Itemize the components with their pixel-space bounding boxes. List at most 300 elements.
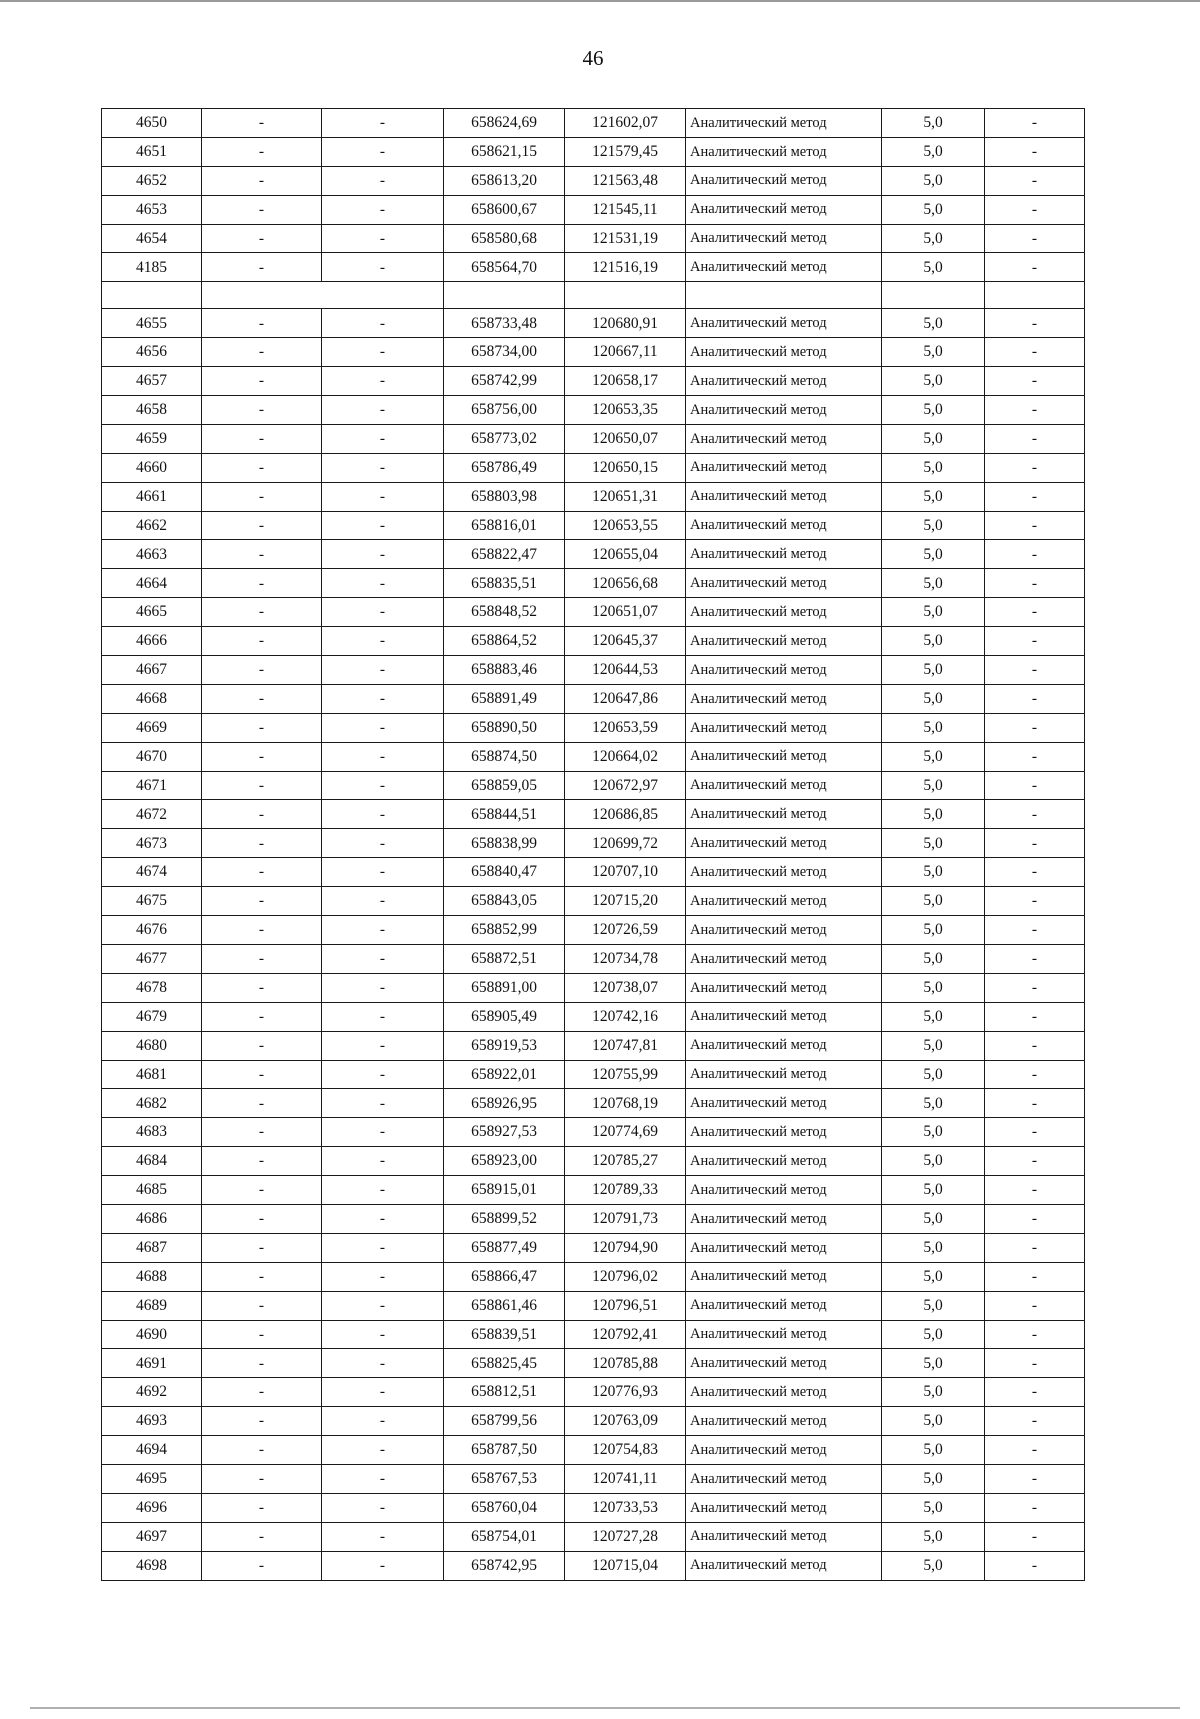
table-row bbox=[102, 1464, 1085, 1493]
cell-c3: - bbox=[322, 1320, 444, 1349]
cell-c2: - bbox=[202, 1262, 322, 1291]
cell-c2: - bbox=[202, 1522, 322, 1551]
cell-accuracy: 5,0 bbox=[882, 1378, 985, 1407]
table-row bbox=[102, 224, 1085, 253]
cell-accuracy: 5,0 bbox=[882, 973, 985, 1002]
cell-c3: - bbox=[322, 800, 444, 829]
cell-c3: - bbox=[322, 742, 444, 771]
cell-point: 4684 bbox=[102, 1147, 202, 1176]
cell-c8: - bbox=[985, 482, 1085, 511]
cell-x: 658926,95 bbox=[444, 1089, 565, 1118]
cell-method: Аналитический метод bbox=[686, 540, 882, 569]
cell-c3: - bbox=[322, 1493, 444, 1522]
cell-c8: - bbox=[985, 1464, 1085, 1493]
cell-y: 120791,73 bbox=[565, 1204, 686, 1233]
table-row bbox=[102, 424, 1085, 453]
cell-c3: - bbox=[322, 1204, 444, 1233]
cell-point: 4654 bbox=[102, 224, 202, 253]
cell-c3: - bbox=[322, 713, 444, 742]
cell-c3: - bbox=[322, 829, 444, 858]
cell-c3: - bbox=[322, 1262, 444, 1291]
table-body bbox=[102, 109, 1085, 1581]
cell-method: Аналитический метод bbox=[686, 137, 882, 166]
cell-c8: - bbox=[985, 1147, 1085, 1176]
table-row bbox=[102, 800, 1085, 829]
cell-method: Аналитический метод bbox=[686, 253, 882, 282]
cell-x: 658822,47 bbox=[444, 540, 565, 569]
cell-method: Аналитический метод bbox=[686, 309, 882, 338]
cell-point: 4679 bbox=[102, 1002, 202, 1031]
cell-c2: - bbox=[202, 511, 322, 540]
cell-c8: - bbox=[985, 1262, 1085, 1291]
table-row bbox=[102, 569, 1085, 598]
cell-y: 120776,93 bbox=[565, 1378, 686, 1407]
cell-c2: - bbox=[202, 309, 322, 338]
cell-point: 4678 bbox=[102, 973, 202, 1002]
cell-c3: - bbox=[322, 224, 444, 253]
cell-y: 120650,07 bbox=[565, 424, 686, 453]
cell-y: 120794,90 bbox=[565, 1233, 686, 1262]
table-row bbox=[102, 137, 1085, 166]
cell-c8: - bbox=[985, 195, 1085, 224]
table-row bbox=[102, 1407, 1085, 1436]
cell-c2: - bbox=[202, 540, 322, 569]
cell-accuracy: 5,0 bbox=[882, 367, 985, 396]
cell-y: 120785,88 bbox=[565, 1349, 686, 1378]
scan-edge-bottom bbox=[30, 1707, 1180, 1709]
table-row bbox=[102, 1493, 1085, 1522]
cell-point: 4690 bbox=[102, 1320, 202, 1349]
cell-point: 4657 bbox=[102, 367, 202, 396]
cell-x: 658883,46 bbox=[444, 656, 565, 685]
cell-y: 121516,19 bbox=[565, 253, 686, 282]
cell-c3: - bbox=[322, 109, 444, 138]
cell-accuracy: 5,0 bbox=[882, 858, 985, 887]
cell-y: 120727,28 bbox=[565, 1522, 686, 1551]
cell-c2: - bbox=[202, 195, 322, 224]
cell-method: Аналитический метод bbox=[686, 829, 882, 858]
cell-c2: - bbox=[202, 887, 322, 916]
cell-point: 4695 bbox=[102, 1464, 202, 1493]
cell-accuracy: 5,0 bbox=[882, 713, 985, 742]
cell-c2: - bbox=[202, 1493, 322, 1522]
cell-method: Аналитический метод bbox=[686, 1089, 882, 1118]
cell-y: 120672,97 bbox=[565, 771, 686, 800]
cell-point: 4697 bbox=[102, 1522, 202, 1551]
cell-c8: - bbox=[985, 1002, 1085, 1031]
cell-c3: - bbox=[322, 887, 444, 916]
cell-c2: - bbox=[202, 1176, 322, 1205]
cell-y: 120707,10 bbox=[565, 858, 686, 887]
cell-c2: - bbox=[202, 253, 322, 282]
cell-x: 658756,00 bbox=[444, 396, 565, 425]
cell-c3: - bbox=[322, 569, 444, 598]
cell-accuracy: 5,0 bbox=[882, 1464, 985, 1493]
cell-y: 121579,45 bbox=[565, 137, 686, 166]
cell-x: 658600,67 bbox=[444, 195, 565, 224]
cell-x: 658580,68 bbox=[444, 224, 565, 253]
cell-y: 120664,02 bbox=[565, 742, 686, 771]
cell-c3: - bbox=[322, 166, 444, 195]
cell-x: 658891,00 bbox=[444, 973, 565, 1002]
cell-y: 120699,72 bbox=[565, 829, 686, 858]
cell-c2: - bbox=[202, 684, 322, 713]
cell-c8: - bbox=[985, 109, 1085, 138]
cell-method: Аналитический метод bbox=[686, 453, 882, 482]
cell-y: 120733,53 bbox=[565, 1493, 686, 1522]
cell-point: 4665 bbox=[102, 598, 202, 627]
cell-x: 658890,50 bbox=[444, 713, 565, 742]
cell-c2: - bbox=[202, 858, 322, 887]
cell-c8: - bbox=[985, 396, 1085, 425]
table-row bbox=[102, 1262, 1085, 1291]
cell-c8: - bbox=[985, 973, 1085, 1002]
table-row-separator bbox=[102, 282, 1085, 309]
cell-y: 120680,91 bbox=[565, 309, 686, 338]
cell-y: 121563,48 bbox=[565, 166, 686, 195]
table-row bbox=[102, 1349, 1085, 1378]
cell-method: Аналитический метод bbox=[686, 944, 882, 973]
cell-c8: - bbox=[985, 569, 1085, 598]
cell-y: 120653,35 bbox=[565, 396, 686, 425]
cell-c3: - bbox=[322, 1089, 444, 1118]
cell-c3 bbox=[322, 282, 444, 309]
cell-method: Аналитический метод bbox=[686, 511, 882, 540]
cell-x bbox=[444, 282, 565, 309]
cell-accuracy: 5,0 bbox=[882, 1320, 985, 1349]
cell-c8: - bbox=[985, 1436, 1085, 1465]
cell-y: 120653,59 bbox=[565, 713, 686, 742]
cell-c3: - bbox=[322, 338, 444, 367]
cell-method: Аналитический метод bbox=[686, 569, 882, 598]
cell-point: 4698 bbox=[102, 1551, 202, 1580]
cell-x: 658787,50 bbox=[444, 1436, 565, 1465]
cell-y: 120656,68 bbox=[565, 569, 686, 598]
cell-method: Аналитический метод bbox=[686, 195, 882, 224]
table-row bbox=[102, 1176, 1085, 1205]
cell-accuracy: 5,0 bbox=[882, 1233, 985, 1262]
cell-c2: - bbox=[202, 627, 322, 656]
table-row bbox=[102, 511, 1085, 540]
cell-c8: - bbox=[985, 887, 1085, 916]
cell-c2 bbox=[202, 282, 322, 309]
cell-point: 4686 bbox=[102, 1204, 202, 1233]
table-row bbox=[102, 684, 1085, 713]
cell-method: Аналитический метод bbox=[686, 1436, 882, 1465]
cell-point: 4683 bbox=[102, 1118, 202, 1147]
cell-point: 4671 bbox=[102, 771, 202, 800]
cell-y: 120747,81 bbox=[565, 1031, 686, 1060]
cell-y bbox=[565, 282, 686, 309]
cell-c8: - bbox=[985, 627, 1085, 656]
cell-c2: - bbox=[202, 1118, 322, 1147]
table-row bbox=[102, 1031, 1085, 1060]
cell-c2: - bbox=[202, 713, 322, 742]
cell-c3: - bbox=[322, 453, 444, 482]
cell-c8: - bbox=[985, 742, 1085, 771]
table-row bbox=[102, 453, 1085, 482]
table-row bbox=[102, 109, 1085, 138]
cell-y: 121545,11 bbox=[565, 195, 686, 224]
cell-method: Аналитический метод bbox=[686, 1262, 882, 1291]
cell-c3: - bbox=[322, 1551, 444, 1580]
cell-c2: - bbox=[202, 771, 322, 800]
cell-c2: - bbox=[202, 1147, 322, 1176]
cell-c8: - bbox=[985, 309, 1085, 338]
cell-x: 658923,00 bbox=[444, 1147, 565, 1176]
cell-c8: - bbox=[985, 166, 1085, 195]
cell-method: Аналитический метод bbox=[686, 1291, 882, 1320]
cell-x: 658864,52 bbox=[444, 627, 565, 656]
cell-point: 4666 bbox=[102, 627, 202, 656]
table-row bbox=[102, 829, 1085, 858]
cell-x: 658848,52 bbox=[444, 598, 565, 627]
cell-accuracy: 5,0 bbox=[882, 1436, 985, 1465]
cell-c2: - bbox=[202, 338, 322, 367]
cell-accuracy: 5,0 bbox=[882, 1031, 985, 1060]
cell-c3: - bbox=[322, 1176, 444, 1205]
cell-accuracy: 5,0 bbox=[882, 1089, 985, 1118]
cell-method: Аналитический метод bbox=[686, 742, 882, 771]
table-row bbox=[102, 771, 1085, 800]
cell-c3: - bbox=[322, 1291, 444, 1320]
cell-c8: - bbox=[985, 367, 1085, 396]
cell-accuracy: 5,0 bbox=[882, 684, 985, 713]
table-row bbox=[102, 887, 1085, 916]
table-row bbox=[102, 396, 1085, 425]
cell-c2: - bbox=[202, 396, 322, 425]
cell-c2: - bbox=[202, 482, 322, 511]
cell-c8: - bbox=[985, 916, 1085, 945]
cell-accuracy: 5,0 bbox=[882, 482, 985, 511]
cell-point: 4688 bbox=[102, 1262, 202, 1291]
cell-method: Аналитический метод bbox=[686, 887, 882, 916]
cell-c2: - bbox=[202, 424, 322, 453]
cell-accuracy: 5,0 bbox=[882, 453, 985, 482]
cell-method: Аналитический метод bbox=[686, 713, 882, 742]
cell-point: 4687 bbox=[102, 1233, 202, 1262]
cell-accuracy: 5,0 bbox=[882, 540, 985, 569]
cell-accuracy: 5,0 bbox=[882, 137, 985, 166]
cell-c8: - bbox=[985, 424, 1085, 453]
cell-point: 4689 bbox=[102, 1291, 202, 1320]
cell-x: 658773,02 bbox=[444, 424, 565, 453]
cell-c2: - bbox=[202, 1060, 322, 1089]
cell-c2: - bbox=[202, 1436, 322, 1465]
cell-point: 4659 bbox=[102, 424, 202, 453]
cell-y: 120647,86 bbox=[565, 684, 686, 713]
table-row bbox=[102, 1147, 1085, 1176]
cell-x: 658840,47 bbox=[444, 858, 565, 887]
cell-accuracy: 5,0 bbox=[882, 800, 985, 829]
cell-c8: - bbox=[985, 453, 1085, 482]
cell-c3: - bbox=[322, 1378, 444, 1407]
cell-point: 4685 bbox=[102, 1176, 202, 1205]
table-row bbox=[102, 1291, 1085, 1320]
cell-c3: - bbox=[322, 396, 444, 425]
cell-y: 120742,16 bbox=[565, 1002, 686, 1031]
cell-accuracy: 5,0 bbox=[882, 1060, 985, 1089]
cell-c8: - bbox=[985, 1493, 1085, 1522]
cell-method: Аналитический метод bbox=[686, 656, 882, 685]
cell-accuracy: 5,0 bbox=[882, 338, 985, 367]
cell-c8: - bbox=[985, 800, 1085, 829]
cell-y: 121602,07 bbox=[565, 109, 686, 138]
cell-accuracy: 5,0 bbox=[882, 109, 985, 138]
table-row bbox=[102, 1002, 1085, 1031]
cell-x: 658613,20 bbox=[444, 166, 565, 195]
cell-c2: - bbox=[202, 1204, 322, 1233]
cell-y: 120650,15 bbox=[565, 453, 686, 482]
cell-accuracy: 5,0 bbox=[882, 166, 985, 195]
cell-method: Аналитический метод bbox=[686, 482, 882, 511]
cell-point: 4668 bbox=[102, 684, 202, 713]
cell-c3: - bbox=[322, 1118, 444, 1147]
table-row bbox=[102, 338, 1085, 367]
cell-c3: - bbox=[322, 253, 444, 282]
cell-point: 4669 bbox=[102, 713, 202, 742]
cell-y: 120792,41 bbox=[565, 1320, 686, 1349]
cell-accuracy: 5,0 bbox=[882, 1522, 985, 1551]
table-row bbox=[102, 1522, 1085, 1551]
cell-c3: - bbox=[322, 511, 444, 540]
cell-method: Аналитический метод bbox=[686, 396, 882, 425]
cell-x: 658812,51 bbox=[444, 1378, 565, 1407]
table-row bbox=[102, 1060, 1085, 1089]
cell-accuracy: 5,0 bbox=[882, 944, 985, 973]
cell-c2: - bbox=[202, 367, 322, 396]
cell-method: Аналитический метод bbox=[686, 1320, 882, 1349]
table-row bbox=[102, 195, 1085, 224]
cell-x: 658733,48 bbox=[444, 309, 565, 338]
cell-accuracy: 5,0 bbox=[882, 309, 985, 338]
cell-point: 4680 bbox=[102, 1031, 202, 1060]
cell-c8 bbox=[985, 282, 1085, 309]
cell-point: 4676 bbox=[102, 916, 202, 945]
cell-c2: - bbox=[202, 1378, 322, 1407]
cell-method: Аналитический метод bbox=[686, 1233, 882, 1262]
cell-accuracy: 5,0 bbox=[882, 916, 985, 945]
page-number: 46 bbox=[582, 46, 604, 70]
cell-accuracy: 5,0 bbox=[882, 1204, 985, 1233]
cell-x: 658927,53 bbox=[444, 1118, 565, 1147]
cell-method: Аналитический метод bbox=[686, 627, 882, 656]
cell-x: 658803,98 bbox=[444, 482, 565, 511]
cell-accuracy: 5,0 bbox=[882, 424, 985, 453]
cell-point: 4650 bbox=[102, 109, 202, 138]
cell-c2: - bbox=[202, 742, 322, 771]
cell-x: 658922,01 bbox=[444, 1060, 565, 1089]
cell-x: 658835,51 bbox=[444, 569, 565, 598]
cell-x: 658843,05 bbox=[444, 887, 565, 916]
cell-method: Аналитический метод bbox=[686, 1464, 882, 1493]
cell-point: 4681 bbox=[102, 1060, 202, 1089]
cell-point: 4692 bbox=[102, 1378, 202, 1407]
table-row bbox=[102, 858, 1085, 887]
cell-method: Аналитический метод bbox=[686, 1378, 882, 1407]
table-row bbox=[102, 1436, 1085, 1465]
cell-point: 4656 bbox=[102, 338, 202, 367]
cell-c3: - bbox=[322, 309, 444, 338]
cell-c2: - bbox=[202, 973, 322, 1002]
cell-method: Аналитический метод bbox=[686, 338, 882, 367]
cell-accuracy: 5,0 bbox=[882, 829, 985, 858]
cell-y: 120796,51 bbox=[565, 1291, 686, 1320]
table-row bbox=[102, 944, 1085, 973]
cell-c2: - bbox=[202, 569, 322, 598]
cell-accuracy: 5,0 bbox=[882, 195, 985, 224]
cell-c2: - bbox=[202, 1233, 322, 1262]
cell-y: 120651,31 bbox=[565, 482, 686, 511]
cell-accuracy: 5,0 bbox=[882, 1176, 985, 1205]
cell-c3: - bbox=[322, 1464, 444, 1493]
cell-method: Аналитический метод bbox=[686, 224, 882, 253]
cell-accuracy: 5,0 bbox=[882, 253, 985, 282]
cell-x: 658767,53 bbox=[444, 1464, 565, 1493]
table-row bbox=[102, 166, 1085, 195]
cell-method: Аналитический метод bbox=[686, 1060, 882, 1089]
cell-method: Аналитический метод bbox=[686, 424, 882, 453]
cell-point: 4672 bbox=[102, 800, 202, 829]
cell-c2: - bbox=[202, 1551, 322, 1580]
cell-x: 658874,50 bbox=[444, 742, 565, 771]
cell-c8: - bbox=[985, 224, 1085, 253]
cell-point: 4675 bbox=[102, 887, 202, 916]
cell-y: 120715,04 bbox=[565, 1551, 686, 1580]
cell-c3: - bbox=[322, 195, 444, 224]
cell-c8: - bbox=[985, 1551, 1085, 1580]
cell-accuracy: 5,0 bbox=[882, 771, 985, 800]
cell-y: 120658,17 bbox=[565, 367, 686, 396]
cell-c8: - bbox=[985, 944, 1085, 973]
cell-c2: - bbox=[202, 944, 322, 973]
cell-x: 658760,04 bbox=[444, 1493, 565, 1522]
cell-point: 4670 bbox=[102, 742, 202, 771]
table-row bbox=[102, 742, 1085, 771]
cell-c2: - bbox=[202, 137, 322, 166]
cell-y: 120755,99 bbox=[565, 1060, 686, 1089]
cell-c3: - bbox=[322, 1436, 444, 1465]
cell-accuracy: 5,0 bbox=[882, 1118, 985, 1147]
cell-method: Аналитический метод bbox=[686, 1551, 882, 1580]
cell-accuracy: 5,0 bbox=[882, 742, 985, 771]
cell-accuracy: 5,0 bbox=[882, 627, 985, 656]
table-row bbox=[102, 1233, 1085, 1262]
cell-y: 120715,20 bbox=[565, 887, 686, 916]
cell-c8: - bbox=[985, 1204, 1085, 1233]
cell-c8: - bbox=[985, 1031, 1085, 1060]
cell-accuracy: 5,0 bbox=[882, 1262, 985, 1291]
cell-x: 658742,99 bbox=[444, 367, 565, 396]
cell-x: 658844,51 bbox=[444, 800, 565, 829]
coordinates-table bbox=[101, 108, 1085, 1581]
cell-method: Аналитический метод bbox=[686, 771, 882, 800]
cell-c2: - bbox=[202, 1407, 322, 1436]
cell-method: Аналитический метод bbox=[686, 1002, 882, 1031]
cell-x: 658754,01 bbox=[444, 1522, 565, 1551]
cell-y: 120754,83 bbox=[565, 1436, 686, 1465]
cell-c2: - bbox=[202, 166, 322, 195]
cell-c8: - bbox=[985, 858, 1085, 887]
cell-c2: - bbox=[202, 1291, 322, 1320]
cell-c2: - bbox=[202, 1002, 322, 1031]
cell-method: Аналитический метод bbox=[686, 1493, 882, 1522]
cell-y: 120653,55 bbox=[565, 511, 686, 540]
cell-point: 4694 bbox=[102, 1436, 202, 1465]
cell-c3: - bbox=[322, 540, 444, 569]
cell-c8: - bbox=[985, 598, 1085, 627]
cell-c2: - bbox=[202, 1089, 322, 1118]
